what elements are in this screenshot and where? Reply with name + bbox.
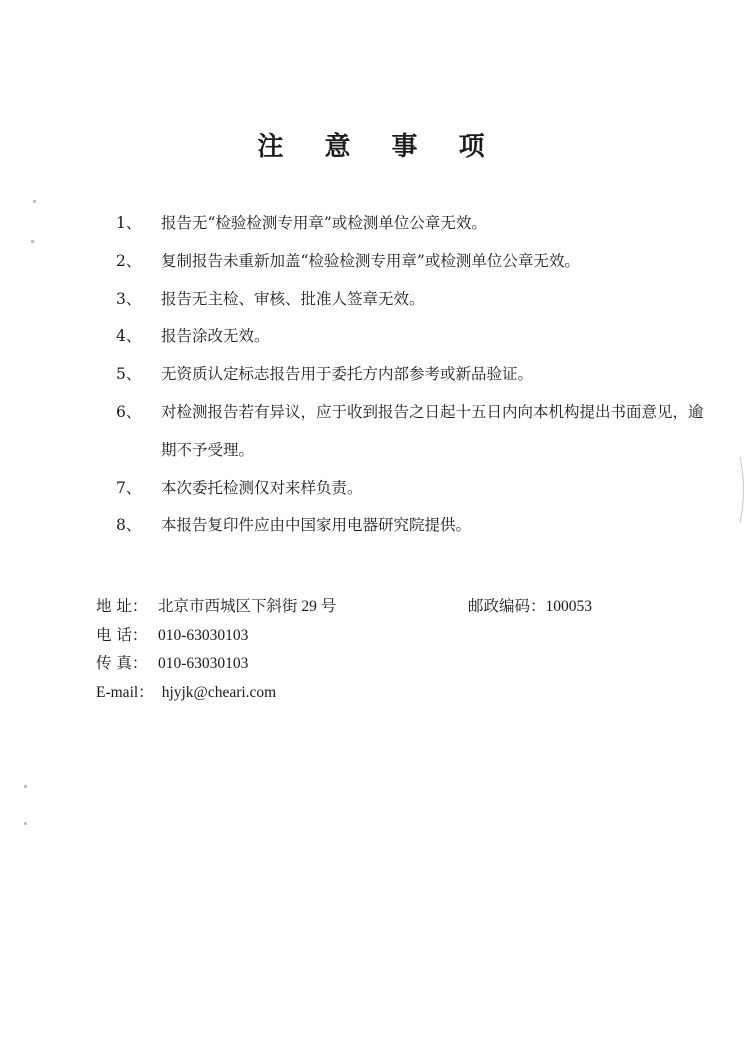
notice-text: 本报告复印件应由中国家用电器研究院提供。 (161, 516, 472, 535)
notice-number: 2、 (116, 251, 142, 270)
notice-item-4 (116, 318, 706, 356)
notice-item-6 (116, 394, 706, 470)
notice-item-2 (116, 243, 706, 281)
fax-value: 010-63030103 (158, 655, 249, 672)
notice-text: 对检测报告若有异议，应于收到报告之日起十五日内向本机构提出书面意见，逾期不予受理。 (161, 402, 704, 459)
notice-number: 6、 (116, 402, 142, 421)
phone-row (96, 621, 656, 650)
fax-row (96, 649, 656, 678)
contact-info (96, 592, 656, 706)
postcode-label: 邮政编码： (468, 597, 546, 615)
postcode-value: 100053 (545, 598, 593, 615)
notice-number: 5、 (116, 365, 142, 384)
phone-label: 电 话： (96, 625, 148, 644)
notice-number: 3、 (116, 289, 142, 308)
notice-number: 4、 (116, 327, 142, 346)
scan-mark (33, 200, 36, 203)
scan-mark (31, 240, 34, 243)
scan-mark (24, 785, 27, 788)
page-edge-curve (738, 455, 748, 525)
page-title: 注 意 事 项 (257, 132, 501, 162)
address-label: 地 址： (96, 597, 148, 615)
scan-mark (24, 822, 27, 825)
notice-text: 报告无主检、审核、批准人签章无效。 (161, 289, 425, 308)
address-row (96, 592, 656, 621)
postcode (468, 592, 592, 622)
notice-item-5 (116, 356, 706, 394)
notice-number: 7、 (116, 478, 142, 497)
email-row (96, 678, 656, 707)
notice-number: 8、 (116, 516, 142, 535)
notice-text: 复制报告未重新加盖“检验检测专用章”或检测单位公章无效。 (161, 251, 580, 270)
address-value: 北京市西城区下斜街 29 号 (158, 598, 337, 615)
notice-text: 报告涂改无效。 (161, 327, 270, 346)
email-label: E-mail： (96, 683, 154, 701)
notice-text: 报告无“检验检测专用章”或检测单位公章无效。 (161, 214, 487, 232)
notice-item-8 (116, 507, 706, 545)
phone-value: 010-63030103 (158, 626, 249, 644)
notice-text: 无资质认定标志报告用于委托方内部参考或新品验证。 (161, 365, 534, 384)
notice-item-1 (116, 205, 706, 243)
email-value: hjyjk@cheari.com (161, 683, 277, 701)
notice-text: 本次委托检测仅对来样负责。 (161, 478, 363, 497)
notice-item-7 (116, 470, 706, 508)
fax-label: 传 真： (96, 654, 148, 672)
notice-item-3 (116, 281, 706, 319)
notice-list (116, 205, 706, 545)
notice-number: 1、 (116, 214, 142, 232)
